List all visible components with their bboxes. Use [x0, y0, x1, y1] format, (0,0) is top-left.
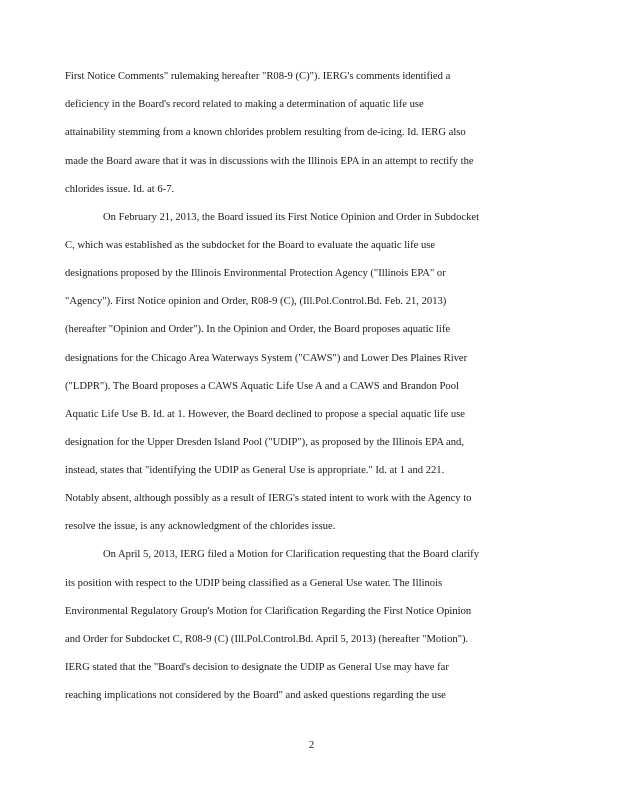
text-line: designations for the Chicago Area Waterways System ("CAWS") and Lower Des Plaines River — [65, 353, 468, 364]
page-number: 2 — [308, 740, 315, 751]
text-line: (hereafter "Opinion and Order"). In the Opinion and Order, the Board proposes aquatic life — [65, 324, 451, 335]
text-line: designation for the Upper Dresden Island Pool ("UDIP"), as proposed by the Illinois EPA and, — [65, 437, 464, 448]
text-line: Notably absent, although possibly as a result of IERG's stated intent to work with the Agency to — [65, 493, 472, 504]
text-line: On February 21, 2013, the Board issued its First Notice Opinion and Order in Subdocket — [103, 212, 480, 223]
text-line: and Order for Subdocket C, R08-9 (C) (Ill.Pol.Control.Bd. April 5, 2013) (hereafter "Motion"). — [65, 634, 469, 645]
text-line: ("LDPR"). The Board proposes a CAWS Aquatic Life Use A and a CAWS and Brandon Pool — [65, 381, 459, 392]
text-line: its position with respect to the UDIP being classified as a General Use water. The Illinois — [65, 578, 443, 589]
text-line: instead, states that "identifying the UDIP as General Use is appropriate." Id. at 1 and 221. — [65, 465, 445, 476]
text-line: resolve the issue, is any acknowledgment of the chlorides issue. — [65, 521, 336, 532]
text-line: attainability stemming from a known chlorides problem resulting from de-icing. Id. IERG also — [65, 127, 466, 138]
text-line: made the Board aware that it was in discussions with the Illinois EPA in an attempt to rectify the — [65, 156, 474, 167]
text-line: Aquatic Life Use B. Id. at 1. However, the Board declined to propose a special aquatic life use — [65, 409, 465, 420]
text-line: chlorides issue. Id. at 6-7. — [65, 184, 175, 195]
text-line: C, which was established as the subdocket for the Board to evaluate the aquatic life use — [65, 240, 436, 251]
text-line: First Notice Comments" rulemaking hereafter "R08-9 (C)"). IERG's comments identified a — [65, 71, 451, 82]
text-line: IERG stated that the "Board's decision to designate the UDIP as General Use may have far — [65, 662, 449, 673]
text-line: designations proposed by the Illinois Environmental Protection Agency ("Illinois EPA" or — [65, 268, 446, 279]
text-line: Environmental Regulatory Group's Motion for Clarification Regarding the First Notice Opinion — [65, 606, 472, 617]
text-line: On April 5, 2013, IERG filed a Motion for Clarification requesting that the Board clarify — [103, 549, 479, 560]
text-line: "Agency"). First Notice opinion and Order, R08-9 (C), (Ill.Pol.Control.Bd. Feb. 21, 2013) — [65, 296, 447, 307]
text-line: reaching implications not considered by the Board" and asked questions regarding the use — [65, 690, 446, 701]
text-line: deficiency in the Board's record related to making a determination of aquatic life use — [65, 99, 424, 110]
